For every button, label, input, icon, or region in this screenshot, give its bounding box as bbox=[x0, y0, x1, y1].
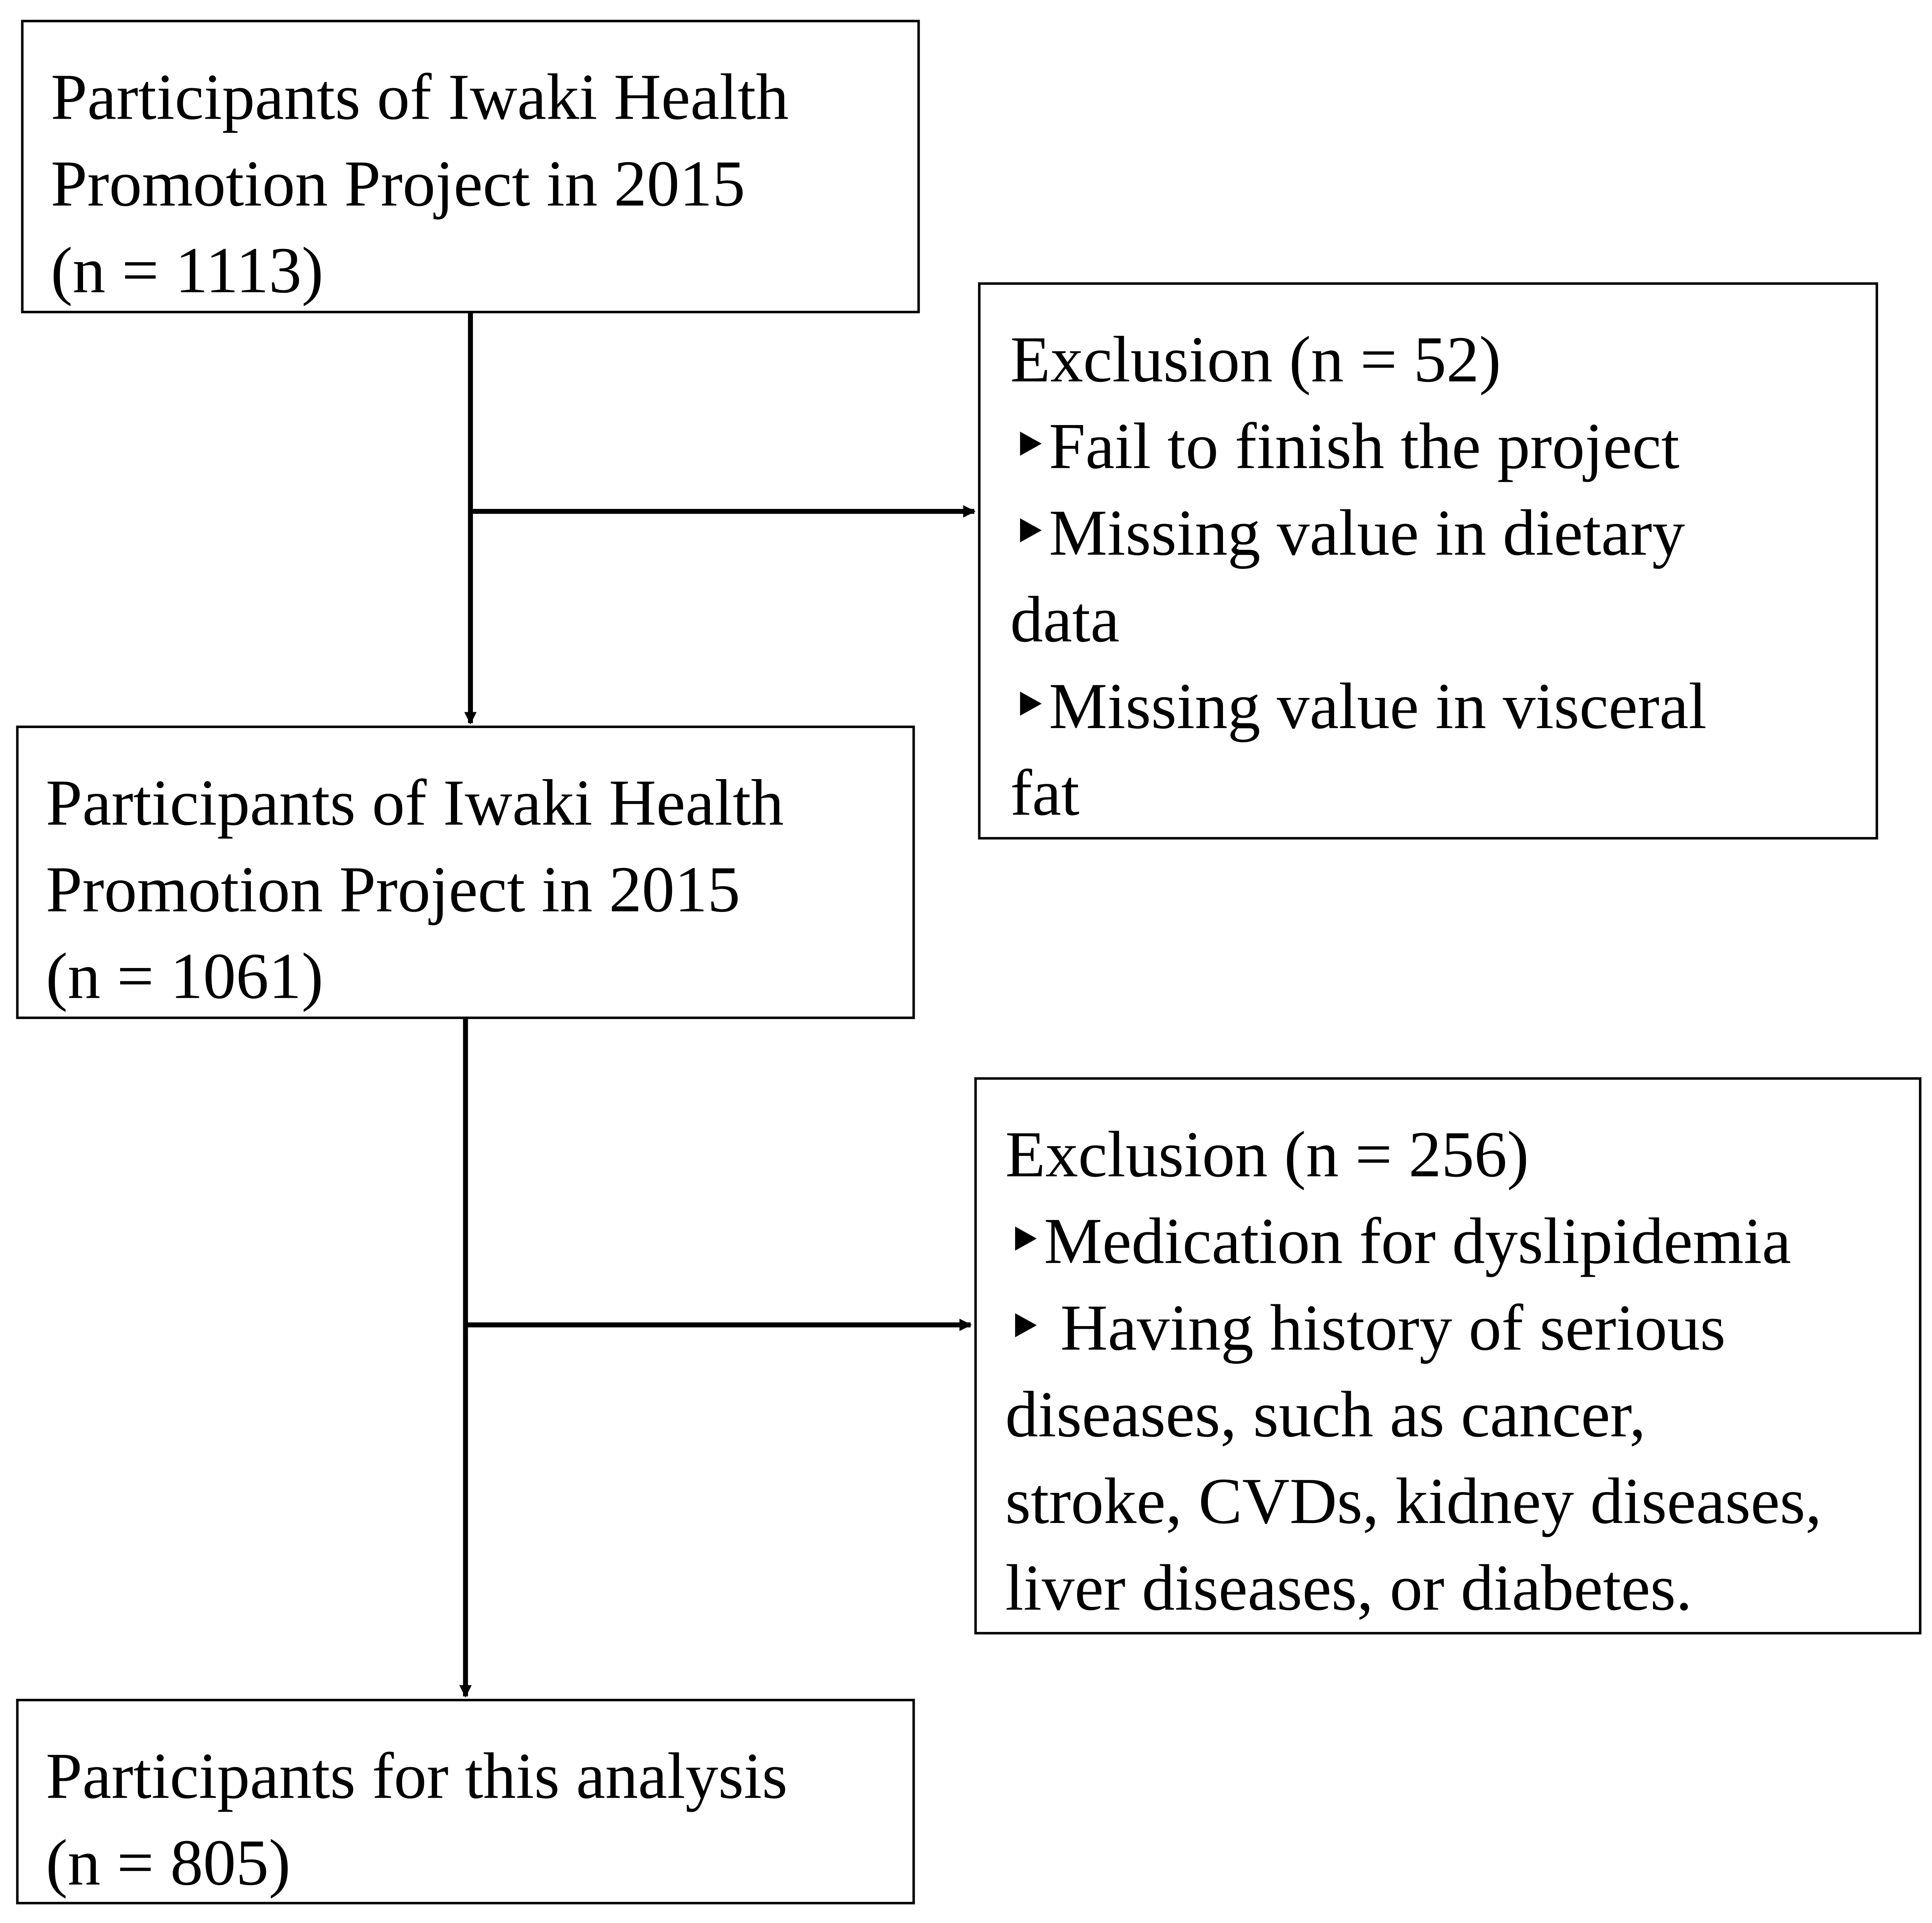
text-line: Promotion Project in 2015 bbox=[51, 148, 745, 221]
box-final-participants bbox=[16, 1699, 915, 1904]
text-line: stroke, CVDs, kidney diseases, bbox=[1005, 1466, 1822, 1538]
text-line: ‣Medication for dyslipidemia bbox=[1005, 1206, 1791, 1278]
text-line: ‣Fail to finish the project bbox=[1010, 411, 1680, 483]
text-line: Participants of Iwaki Health bbox=[51, 62, 789, 134]
text-line: (n = 1113) bbox=[51, 235, 324, 307]
text-line: ‣Missing value in dietary bbox=[1010, 498, 1685, 570]
text-line: ‣Missing value in visceral bbox=[1010, 671, 1707, 743]
text-line: (n = 1061) bbox=[46, 941, 323, 1013]
text-line: Participants for this analysis bbox=[46, 1741, 788, 1813]
text-line: ‣ Having history of serious bbox=[1005, 1292, 1726, 1365]
box-exclusion-2 bbox=[975, 1077, 1922, 1634]
text-line: liver diseases, or diabetes. bbox=[1005, 1552, 1692, 1625]
text-line: Exclusion (n = 256) bbox=[1005, 1119, 1529, 1191]
box-initial-participants bbox=[21, 20, 920, 313]
box-exclusion-1 bbox=[978, 282, 1878, 840]
text-line: Exclusion (n = 52) bbox=[1010, 324, 1501, 397]
text-line: fat bbox=[1010, 757, 1080, 830]
text-line: (n = 805) bbox=[46, 1828, 291, 1899]
text-line: Participants of Iwaki Health bbox=[46, 767, 784, 840]
text-line: data bbox=[1010, 584, 1120, 657]
text-line: diseases, such as cancer, bbox=[1005, 1379, 1646, 1452]
text-line: Promotion Project in 2015 bbox=[46, 854, 740, 926]
box-eligible-participants bbox=[16, 726, 915, 1019]
